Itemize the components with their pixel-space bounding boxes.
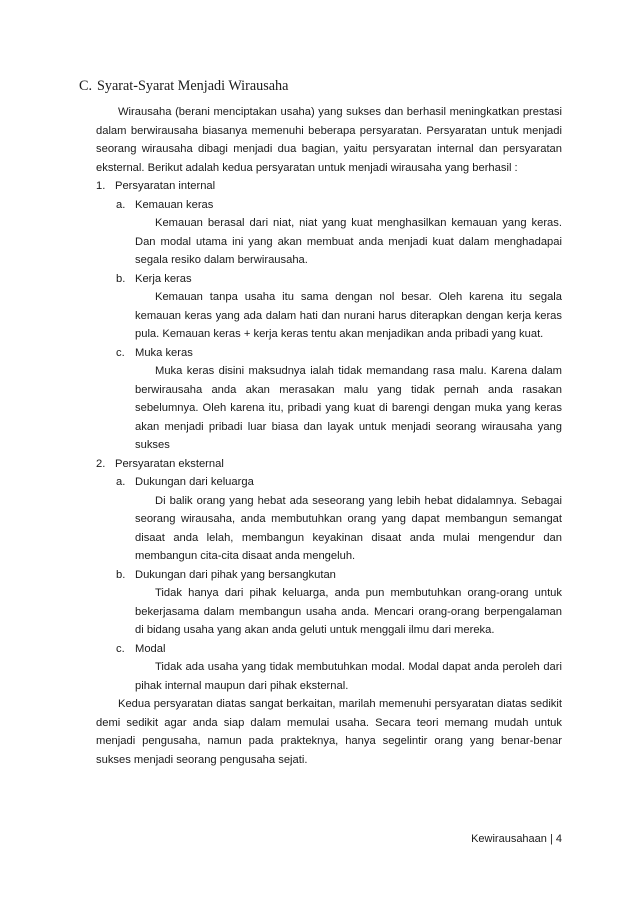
intro-paragraph: Wirausaha (berani menciptakan usaha) yang sukses dan berhasil meningkatkan prestasi dalam berwirausaha biasanya memenuhi beberapa persyaratan. Persyaratan untuk menjadi seorang wirausaha dibagi menjadi dua bagian, yaitu persyaratan internal dan persyaratan eksternal. Berikut adalah kedua persyaratan untuk menjadi wirausaha yang berhasil : — [96, 106, 562, 174]
item-title: Kerja keras — [135, 272, 192, 285]
item-body — [96, 492, 562, 566]
item-marker: a. — [116, 198, 126, 211]
item-paragraph: Tidak hanya dari pihak keluarga, anda pun membutuhkan orang-orang untuk bekerjasama dalam membangun usaha anda. Mencari orang-orang berpengalaman di bidang usaha yang akan anda geluti untuk menggali ilmu dari mereka. — [135, 587, 562, 636]
item-heading — [96, 566, 562, 585]
closing-paragraph: Kedua persyaratan diatas sangat berkaitan, marilah memenuhi persyaratan diatas sedikit demi sedikit agar anda siap dalam memulai usaha. Secara teori memang mudah untuk menjadi pengusaha, namun pada prakteknya, hanya segelintir orang yang benar-benar sukses menjadi seorang pengusaha sejati. — [96, 698, 562, 766]
group-heading — [96, 177, 562, 196]
item-heading — [96, 270, 562, 289]
item-paragraph: Muka keras disini maksudnya ialah tidak memandang rasa malu. Karena dalam berwirausaha anda akan merasakan malu yang tidak pernah anda rasakan sebelumnya. Oleh karena itu, pribadi yang kuat di barengi dengan muka yang keras akan menjadi pribadi luar biasa dan layak untuk menjadi seorang wirausaha yang sukses — [135, 365, 562, 451]
item-title: Kemauan keras — [135, 198, 214, 211]
item-body — [96, 658, 562, 695]
item-marker: b. — [116, 272, 126, 285]
item-marker: a. — [116, 476, 126, 488]
section-title: Syarat-Syarat Menjadi Wirausaha — [97, 78, 289, 94]
page-footer: Kewirausahaan | 4 — [471, 833, 562, 845]
item-heading — [96, 473, 562, 492]
item-paragraph: Kemauan berasal dari niat, niat yang kuat menghasilkan kemauan yang keras. Dan modal utama ini yang akan membuat anda menjadi kuat dalam menghadapai segala resiko dalam berwirausaha. — [135, 217, 562, 266]
item-body — [96, 362, 562, 455]
item-body — [96, 584, 562, 640]
item-heading — [96, 640, 562, 659]
item-body — [96, 288, 562, 344]
section-heading — [79, 78, 288, 95]
item-paragraph: Di balik orang yang hebat ada seseorang yang lebih hebat didalamnya. Sebagai seorang wirausaha, anda membutuhkan orang yang dapat membangun semangat disaat anda lelah, membangun keyakinan disaat anda mulai mengendur dan membangun cita-cita disaat anda mengeluh. — [135, 494, 562, 562]
item-paragraph: Kemauan tanpa usaha itu sama dengan nol besar. Oleh karena itu segala kemauan keras yang ada dalam hati dan nurani harus diterapkan dengan kerja keras pula. Kemauan keras + kerja keras tentu akan menjadikan anda pribadi yang kuat. — [135, 291, 562, 340]
item-heading — [96, 344, 562, 363]
requirement-group-external — [96, 455, 562, 696]
group-heading — [96, 455, 562, 474]
section-number: C. — [79, 78, 93, 94]
item-title: Modal — [135, 642, 166, 655]
item-title: Dukungan dari keluarga — [135, 476, 254, 488]
item-title: Dukungan dari pihak yang bersangkutan — [135, 568, 336, 581]
document-body — [96, 103, 562, 769]
requirement-group-internal — [96, 177, 562, 455]
item-title: Muka keras — [135, 346, 193, 359]
item-marker: b. — [116, 568, 126, 581]
group-title: Persyaratan eksternal — [115, 457, 224, 470]
group-marker: 1. — [96, 180, 106, 192]
item-marker: c. — [116, 346, 125, 359]
item-heading — [96, 196, 562, 215]
item-paragraph: Tidak ada usaha yang tidak membutuhkan modal. Modal dapat anda peroleh dari pihak internal maupun dari pihak eksternal. — [135, 661, 562, 692]
group-marker: 2. — [96, 457, 106, 470]
item-marker: c. — [116, 642, 125, 655]
group-title: Persyaratan internal — [115, 180, 216, 192]
item-body — [96, 214, 562, 270]
